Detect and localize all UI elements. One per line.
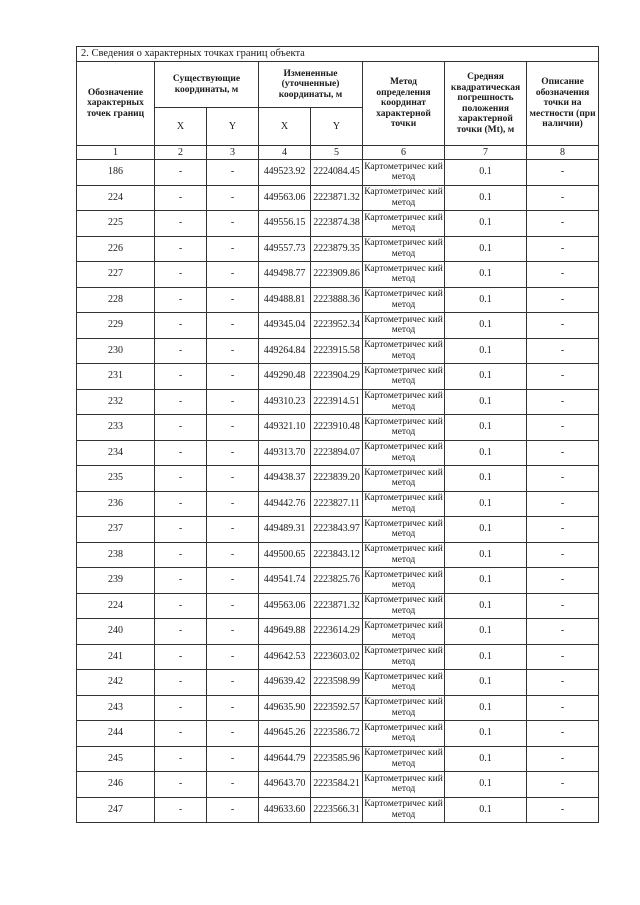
table-row [77,236,599,262]
cell-changed-y: 2223871.32 [311,593,363,619]
cell-method: Картометричес кий метод [363,670,445,696]
column-number: 5 [311,146,363,160]
cell-changed-x: 449488.81 [259,287,311,313]
table-row [77,160,599,186]
cell-existing-x: - [155,211,207,237]
cell-changed-x: 449541.74 [259,568,311,594]
cell-changed-y: 2223586.72 [311,721,363,747]
cell-method: Картометричес кий метод [363,721,445,747]
column-number: 1 [77,146,155,160]
cell-method: Картометричес кий метод [363,772,445,798]
cell-changed-x: 449639.42 [259,670,311,696]
column-number: 3 [207,146,259,160]
cell-point-designation: 234 [77,440,155,466]
cell-changed-y: 2223915.58 [311,338,363,364]
cell-mean-square-error: 0.1 [445,262,527,288]
header-error: Средняя квадратическая погрешность положения характерной точки (Mt), м [445,62,527,146]
cell-point-description: - [527,772,599,798]
cell-changed-y: 2223914.51 [311,389,363,415]
cell-existing-x: - [155,746,207,772]
table-row [77,415,599,441]
cell-existing-x: - [155,466,207,492]
cell-mean-square-error: 0.1 [445,593,527,619]
cell-existing-y: - [207,695,259,721]
cell-existing-y: - [207,746,259,772]
cell-point-designation: 232 [77,389,155,415]
cell-method: Картометричес кий метод [363,491,445,517]
cell-existing-x: - [155,797,207,823]
cell-method: Картометричес кий метод [363,644,445,670]
cell-point-designation: 243 [77,695,155,721]
cell-mean-square-error: 0.1 [445,185,527,211]
cell-existing-y: - [207,772,259,798]
cell-point-description: - [527,517,599,543]
column-number: 7 [445,146,527,160]
cell-point-description: - [527,338,599,364]
table-row [77,466,599,492]
cell-mean-square-error: 0.1 [445,287,527,313]
cell-existing-x: - [155,593,207,619]
table-row [77,211,599,237]
cell-method: Картометричес кий метод [363,389,445,415]
table-row [77,287,599,313]
cell-point-description: - [527,721,599,747]
cell-existing-x: - [155,721,207,747]
cell-changed-x: 449557.73 [259,236,311,262]
cell-existing-x: - [155,542,207,568]
cell-changed-y: 2223603.02 [311,644,363,670]
cell-existing-x: - [155,313,207,339]
cell-changed-x: 449645.26 [259,721,311,747]
column-number: 2 [155,146,207,160]
cell-existing-x: - [155,568,207,594]
cell-existing-x: - [155,695,207,721]
cell-mean-square-error: 0.1 [445,440,527,466]
cell-mean-square-error: 0.1 [445,415,527,441]
cell-method: Картометричес кий метод [363,695,445,721]
header-changed-x: X [259,108,311,146]
cell-method: Картометричес кий метод [363,211,445,237]
cell-changed-y: 2223910.48 [311,415,363,441]
header-description: Описание обозначения точки на местности (при наличии) [527,62,599,146]
cell-method: Картометричес кий метод [363,517,445,543]
cell-method: Картометричес кий метод [363,415,445,441]
cell-point-description: - [527,364,599,390]
cell-existing-y: - [207,619,259,645]
cell-point-designation: 233 [77,415,155,441]
cell-existing-y: - [207,262,259,288]
cell-existing-y: - [207,185,259,211]
cell-existing-y: - [207,211,259,237]
cell-existing-y: - [207,364,259,390]
cell-existing-y: - [207,593,259,619]
cell-changed-x: 449290.48 [259,364,311,390]
cell-changed-x: 449442.76 [259,491,311,517]
cell-changed-x: 449498.77 [259,262,311,288]
cell-point-description: - [527,491,599,517]
cell-changed-x: 449264.84 [259,338,311,364]
cell-point-description: - [527,287,599,313]
cell-mean-square-error: 0.1 [445,389,527,415]
cell-changed-x: 449500.65 [259,542,311,568]
cell-existing-y: - [207,236,259,262]
table-row [77,389,599,415]
cell-mean-square-error: 0.1 [445,568,527,594]
cell-changed-x: 449556.15 [259,211,311,237]
cell-method: Картометричес кий метод [363,466,445,492]
cell-point-designation: 244 [77,721,155,747]
header-existing-y: Y [207,108,259,146]
cell-point-description: - [527,644,599,670]
cell-existing-y: - [207,287,259,313]
table-row [77,313,599,339]
cell-point-description: - [527,262,599,288]
table-row [77,593,599,619]
column-number: 8 [527,146,599,160]
cell-changed-y: 2223566.31 [311,797,363,823]
cell-changed-y: 2223874.38 [311,211,363,237]
cell-changed-y: 2223827.11 [311,491,363,517]
table-row [77,772,599,798]
cell-changed-x: 449489.31 [259,517,311,543]
cell-point-designation: 245 [77,746,155,772]
table-row [77,491,599,517]
cell-method: Картометричес кий метод [363,313,445,339]
table-row [77,619,599,645]
cell-point-description: - [527,313,599,339]
cell-existing-y: - [207,568,259,594]
cell-method: Картометричес кий метод [363,440,445,466]
cell-mean-square-error: 0.1 [445,619,527,645]
cell-changed-y: 2223614.29 [311,619,363,645]
cell-point-designation: 247 [77,797,155,823]
cell-point-description: - [527,160,599,186]
cell-existing-y: - [207,415,259,441]
cell-existing-x: - [155,389,207,415]
table-caption: 2. Сведения о характерных точках границ объекта [77,47,599,62]
cell-existing-x: - [155,338,207,364]
cell-existing-y: - [207,389,259,415]
cell-mean-square-error: 0.1 [445,772,527,798]
cell-mean-square-error: 0.1 [445,517,527,543]
cell-changed-y: 2223585.96 [311,746,363,772]
column-number: 6 [363,146,445,160]
cell-changed-y: 2223825.76 [311,568,363,594]
cell-changed-x: 449345.04 [259,313,311,339]
cell-point-designation: 235 [77,466,155,492]
cell-method: Картометричес кий метод [363,160,445,186]
header-method: Метод определения координат характерной точки [363,62,445,146]
header-designation: Обозначение характерных точек границ [77,62,155,146]
table-row [77,185,599,211]
cell-existing-x: - [155,185,207,211]
cell-changed-y: 2223888.36 [311,287,363,313]
cell-changed-x: 449633.60 [259,797,311,823]
cell-existing-x: - [155,440,207,466]
table-row [77,338,599,364]
cell-point-designation: 246 [77,772,155,798]
cell-point-description: - [527,185,599,211]
cell-changed-x: 449438.37 [259,466,311,492]
cell-changed-x: 449563.06 [259,185,311,211]
cell-mean-square-error: 0.1 [445,721,527,747]
cell-changed-x: 449563.06 [259,593,311,619]
cell-method: Картометричес кий метод [363,262,445,288]
cell-point-designation: 238 [77,542,155,568]
cell-mean-square-error: 0.1 [445,211,527,237]
cell-mean-square-error: 0.1 [445,313,527,339]
cell-mean-square-error: 0.1 [445,542,527,568]
cell-changed-y: 2223592.57 [311,695,363,721]
cell-point-description: - [527,542,599,568]
cell-changed-y: 2223871.32 [311,185,363,211]
cell-point-designation: 230 [77,338,155,364]
cell-changed-y: 2223843.12 [311,542,363,568]
cell-point-description: - [527,466,599,492]
cell-existing-y: - [207,670,259,696]
cell-method: Картометричес кий метод [363,797,445,823]
table-row [77,262,599,288]
cell-method: Картометричес кий метод [363,568,445,594]
cell-existing-x: - [155,491,207,517]
cell-changed-y: 2223894.07 [311,440,363,466]
cell-existing-y: - [207,517,259,543]
cell-point-designation: 241 [77,644,155,670]
cell-method: Картометричес кий метод [363,542,445,568]
cell-method: Картометричес кий метод [363,593,445,619]
cell-point-designation: 227 [77,262,155,288]
cell-method: Картометричес кий метод [363,364,445,390]
cell-mean-square-error: 0.1 [445,670,527,696]
cell-existing-x: - [155,772,207,798]
cell-changed-x: 449643.70 [259,772,311,798]
cell-point-designation: 228 [77,287,155,313]
cell-mean-square-error: 0.1 [445,695,527,721]
cell-method: Картометричес кий метод [363,185,445,211]
cell-mean-square-error: 0.1 [445,236,527,262]
cell-existing-x: - [155,644,207,670]
cell-changed-x: 449310.23 [259,389,311,415]
cell-existing-x: - [155,619,207,645]
cell-changed-x: 449649.88 [259,619,311,645]
cell-existing-y: - [207,491,259,517]
cell-changed-x: 449642.53 [259,644,311,670]
table-row [77,644,599,670]
cell-point-designation: 231 [77,364,155,390]
cell-point-description: - [527,670,599,696]
table-row [77,670,599,696]
cell-point-description: - [527,415,599,441]
cell-mean-square-error: 0.1 [445,644,527,670]
cell-existing-x: - [155,670,207,696]
cell-existing-y: - [207,338,259,364]
cell-changed-y: 2223839.20 [311,466,363,492]
cell-existing-x: - [155,364,207,390]
cell-changed-y: 2223843.97 [311,517,363,543]
cell-changed-x: 449313.70 [259,440,311,466]
cell-mean-square-error: 0.1 [445,491,527,517]
table-row [77,364,599,390]
cell-point-designation: 229 [77,313,155,339]
cell-point-designation: 224 [77,185,155,211]
header-changed-y: Y [311,108,363,146]
cell-mean-square-error: 0.1 [445,466,527,492]
cell-changed-y: 2223584.21 [311,772,363,798]
table-row [77,746,599,772]
cell-existing-x: - [155,415,207,441]
cell-mean-square-error: 0.1 [445,160,527,186]
cell-point-designation: 240 [77,619,155,645]
cell-existing-x: - [155,236,207,262]
column-number: 4 [259,146,311,160]
table-row [77,797,599,823]
cell-existing-y: - [207,440,259,466]
header-existing-coords: Существующие координаты, м [155,62,259,108]
cell-method: Картометричес кий метод [363,746,445,772]
cell-changed-x: 449523.92 [259,160,311,186]
cell-point-description: - [527,389,599,415]
cell-point-designation: 225 [77,211,155,237]
cell-existing-x: - [155,160,207,186]
cell-method: Картометричес кий метод [363,287,445,313]
cell-point-description: - [527,746,599,772]
table-row [77,542,599,568]
cell-point-description: - [527,797,599,823]
cell-existing-y: - [207,466,259,492]
cell-mean-square-error: 0.1 [445,797,527,823]
table-row [77,721,599,747]
cell-point-description: - [527,619,599,645]
cell-changed-x: 449635.90 [259,695,311,721]
cell-existing-x: - [155,517,207,543]
cell-changed-y: 2223904.29 [311,364,363,390]
cell-point-designation: 186 [77,160,155,186]
cell-method: Картометричес кий метод [363,619,445,645]
cell-mean-square-error: 0.1 [445,364,527,390]
cell-existing-y: - [207,644,259,670]
cell-method: Картометричес кий метод [363,236,445,262]
document-sheet [76,46,598,823]
cell-existing-y: - [207,313,259,339]
cell-existing-y: - [207,160,259,186]
header-changed-coords: Измененные (уточненные) координаты, м [259,62,363,108]
cell-method: Картометричес кий метод [363,338,445,364]
cell-point-description: - [527,236,599,262]
cell-existing-y: - [207,721,259,747]
cell-existing-x: - [155,287,207,313]
cell-changed-x: 449321.10 [259,415,311,441]
cell-point-description: - [527,568,599,594]
header-existing-x: X [155,108,207,146]
cell-point-designation: 239 [77,568,155,594]
boundary-points-table [76,46,599,823]
cell-point-designation: 236 [77,491,155,517]
cell-point-designation: 242 [77,670,155,696]
cell-existing-x: - [155,262,207,288]
table-row [77,440,599,466]
cell-point-designation: 226 [77,236,155,262]
cell-mean-square-error: 0.1 [445,338,527,364]
cell-existing-y: - [207,797,259,823]
cell-changed-y: 2223879.35 [311,236,363,262]
table-row [77,568,599,594]
cell-point-description: - [527,593,599,619]
cell-changed-x: 449644.79 [259,746,311,772]
column-number-row [77,146,599,160]
cell-point-description: - [527,695,599,721]
cell-point-designation: 224 [77,593,155,619]
cell-changed-y: 2224084.45 [311,160,363,186]
cell-changed-y: 2223598.99 [311,670,363,696]
cell-changed-y: 2223952.34 [311,313,363,339]
cell-changed-y: 2223909.86 [311,262,363,288]
cell-point-description: - [527,440,599,466]
cell-point-designation: 237 [77,517,155,543]
cell-mean-square-error: 0.1 [445,746,527,772]
table-row [77,517,599,543]
table-row [77,695,599,721]
cell-existing-y: - [207,542,259,568]
cell-point-description: - [527,211,599,237]
